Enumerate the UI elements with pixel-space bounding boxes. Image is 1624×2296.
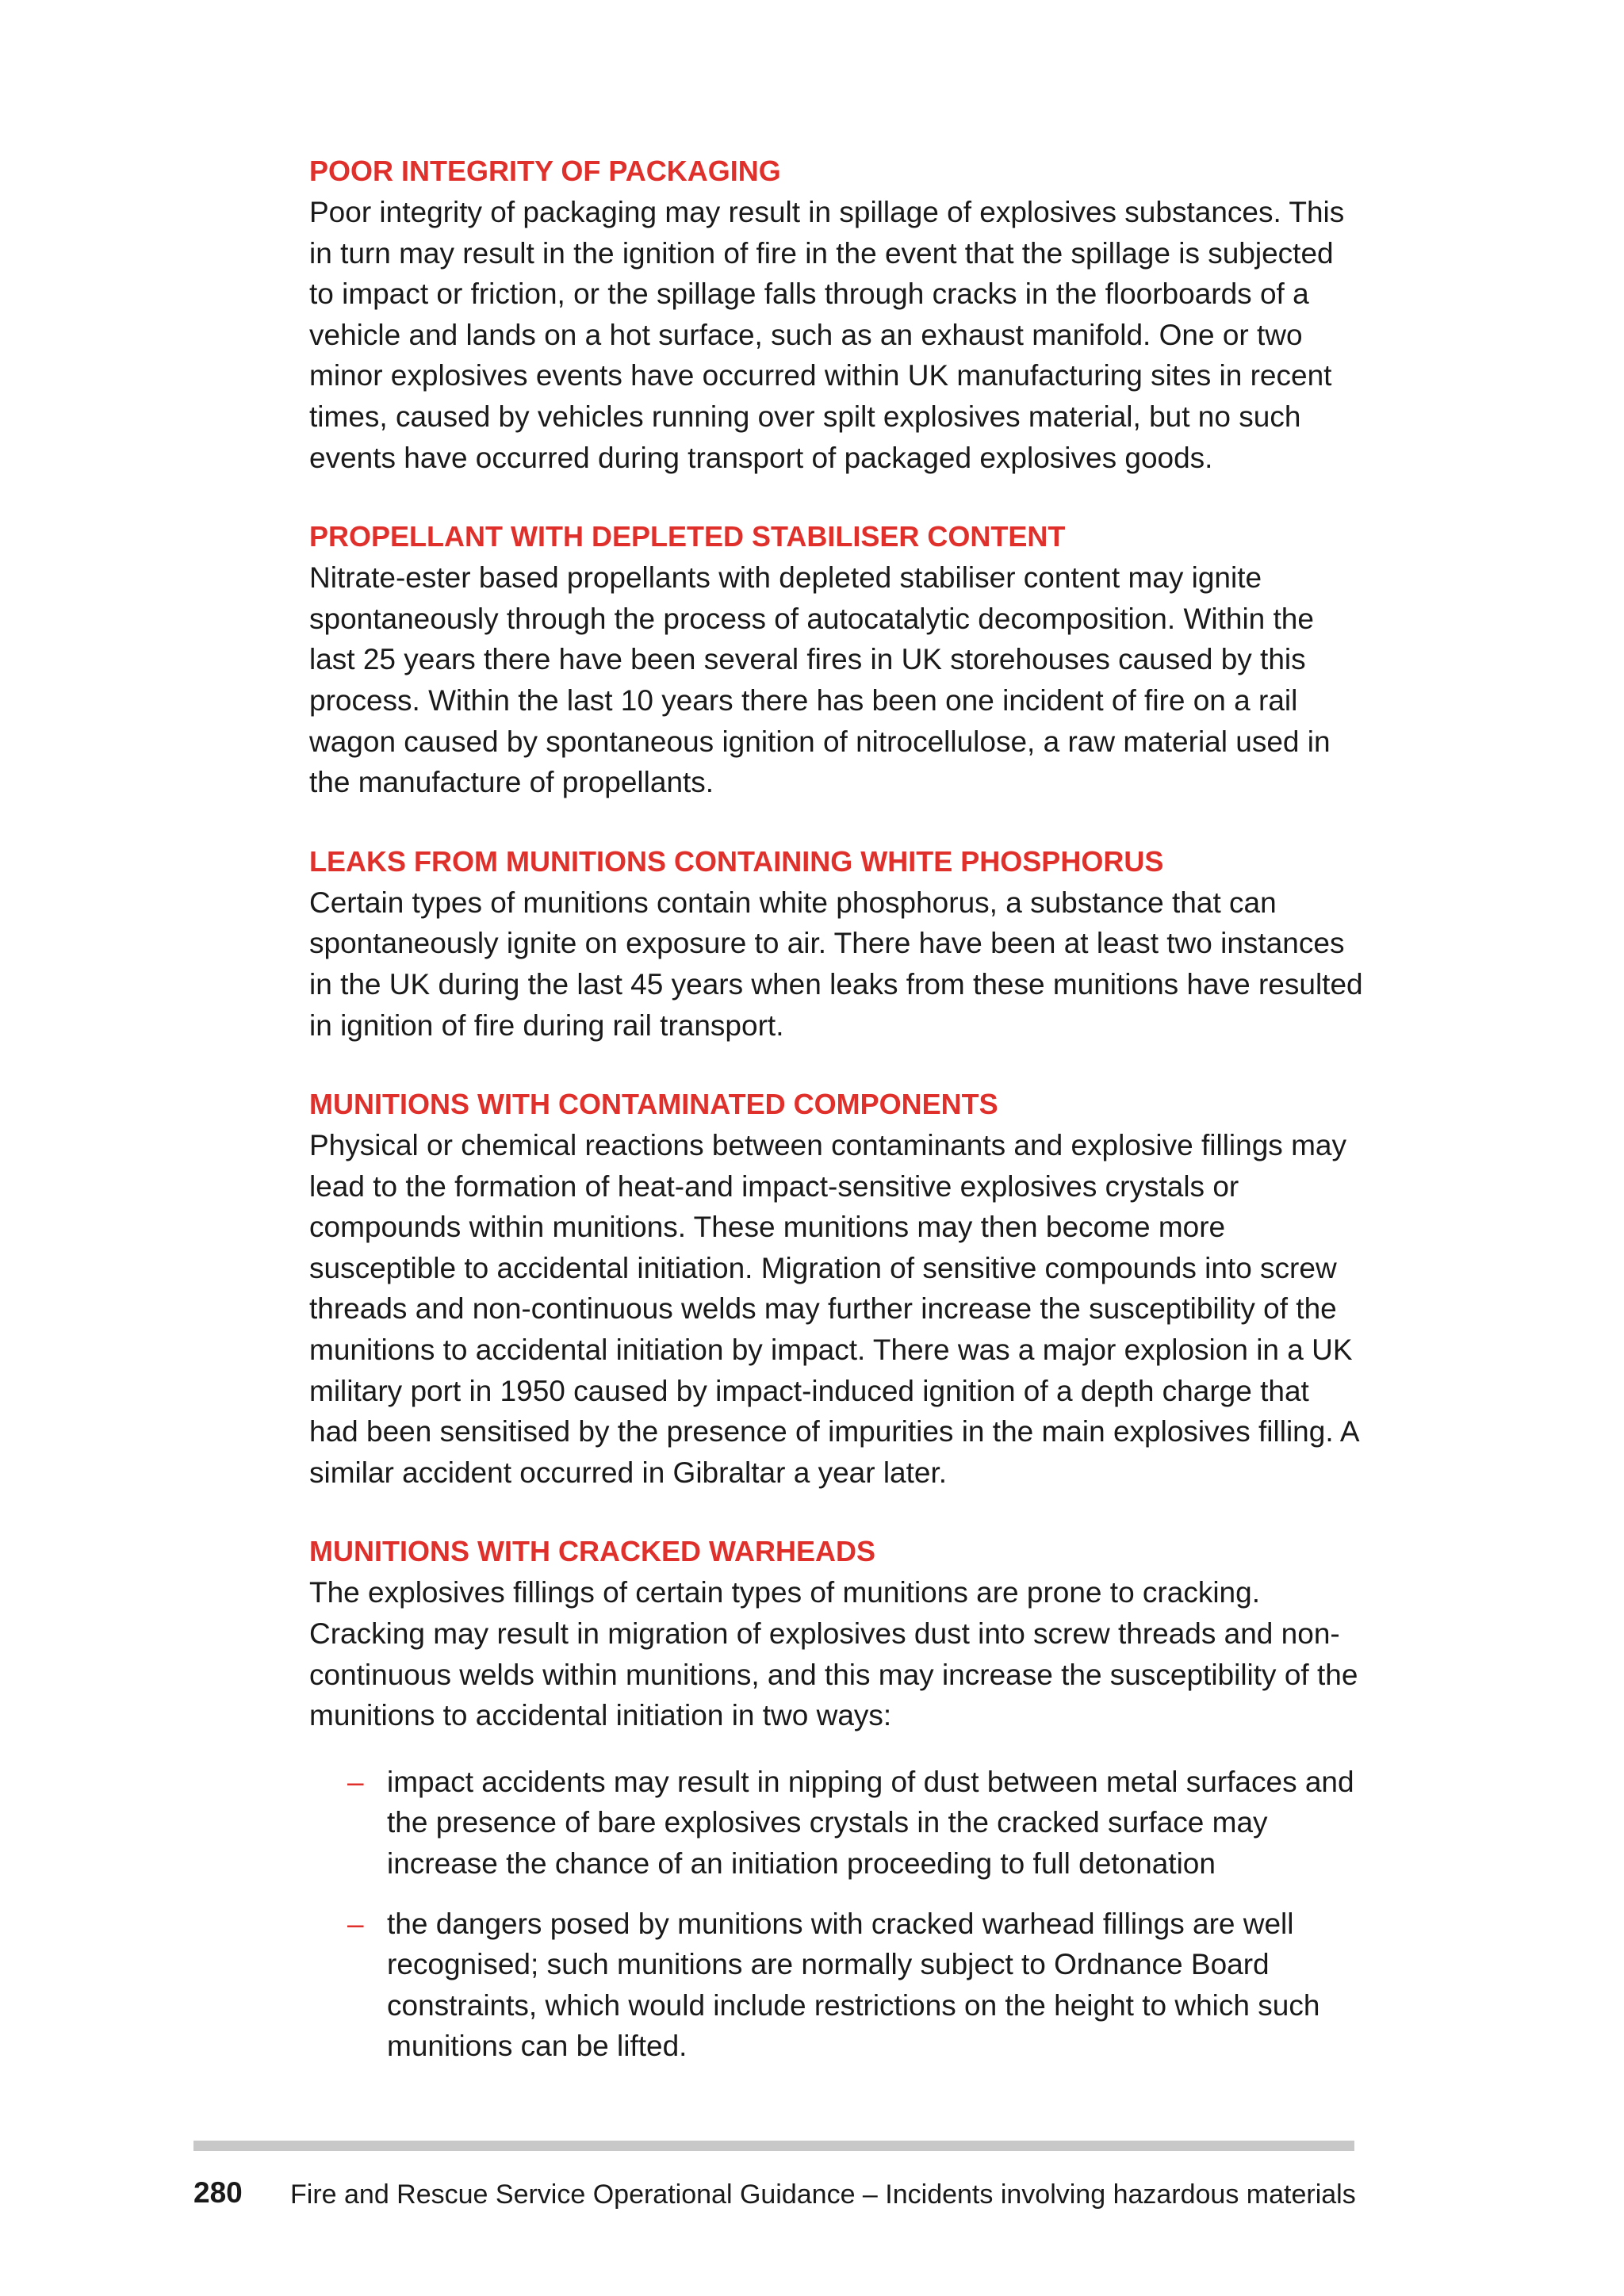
section-body: Nitrate-ester based propellants with depleted stabiliser content may ignite spontaneously through the process of autocatalytic decomposition. Within the last 25 years there have been several fires in UK storehouses caused by this process. Within the last 10 years there has been one incident of fire on a rail wagon caused by spontaneous ignition of nitrocellulose, a raw material used in the manufacture of propellants. bbox=[309, 561, 1331, 799]
section-white-phosphorus-leaks bbox=[309, 841, 1364, 1046]
section-body: The explosives fillings of certain types of munitions are prone to cracking. Cracking may result in migration of explosives dust into screw threads and non-continuous welds within munitions, and this may increase the susceptibility of the munitions to accidental initiation in two ways: bbox=[309, 1576, 1358, 1732]
section-body: Certain types of munitions contain white phosphorus, a substance that can spontaneously ignite on exposure to air. There have been at least two instances in the UK during the last 45 years when leaks from these munitions have resulted in ignition of fire during rail transport. bbox=[309, 886, 1363, 1042]
bullet-dash: – bbox=[347, 1907, 364, 1940]
section-body: Physical or chemical reactions between contaminants and explosive fillings may lead to the formation of heat-and impact-sensitive explosives crystals or compounds within munitions. These munitions may then become more susceptible to accidental initiation. Migration of sensitive compounds into screw threads and non-continuous welds may further increase the susceptibility of the munitions to accidental initiation by impact. There was a major explosion in a UK military port in 1950 caused by impact-induced ignition of a depth charge that had been sensitised by the presence of impurities in the main explosives filling. A similar accident occurred in Gibraltar a year later. bbox=[309, 1129, 1358, 1489]
section-heading: LEAKS FROM MUNITIONS CONTAINING WHITE PHOSPHORUS bbox=[309, 844, 1164, 878]
page-content bbox=[309, 151, 1364, 2105]
section-cracked-warheads bbox=[309, 1531, 1364, 2067]
section-body: Poor integrity of packaging may result in spillage of explosives substances. This in turn may result in the ignition of fire in the event that the spillage is subjected to impact or friction, or the spillage falls through cracks in the floorboards of a vehicle and lands on a hot surface, such as an exhaust manifold. One or two minor explosives events have occurred within UK manufacturing sites in recent times, caused by vehicles running over spilt explosives material, but no such events have occurred during transport of packaged explosives goods. bbox=[309, 196, 1345, 474]
page-number: 280 bbox=[193, 2176, 243, 2209]
footer-divider bbox=[193, 2141, 1354, 2151]
footer-title: Fire and Rescue Service Operational Guidance – Incidents involving hazardous materials bbox=[290, 2179, 1356, 2210]
section-heading: PROPELLANT WITH DEPLETED STABILISER CONTENT bbox=[309, 520, 1066, 553]
list-item-text: impact accidents may result in nipping of dust between metal surfaces and the presence of bare explosives crystals in the cracked surface may increase the chance of an initiation proceeding to full detonation bbox=[387, 1765, 1354, 1880]
bullet-dash: – bbox=[347, 1765, 364, 1798]
section-contaminated-components bbox=[309, 1084, 1364, 1493]
list-item bbox=[347, 1904, 1364, 2067]
section-heading: MUNITIONS WITH CRACKED WARHEADS bbox=[309, 1535, 875, 1568]
section-poor-integrity-of-packaging bbox=[309, 151, 1364, 478]
section-propellant-depleted-stabiliser bbox=[309, 516, 1364, 803]
section-heading: POOR INTEGRITY OF PACKAGING bbox=[309, 155, 781, 187]
list-item-text: the dangers posed by munitions with cracked warhead fillings are well recognised; such munitions are normally subject to Ordnance Board constraints, which would include restrictions on the height to which such munitions can be lifted. bbox=[387, 1907, 1320, 2063]
list-item bbox=[347, 1762, 1364, 1885]
section-heading: MUNITIONS WITH CONTAMINATED COMPONENTS bbox=[309, 1088, 998, 1121]
bullet-list bbox=[309, 1762, 1364, 2067]
